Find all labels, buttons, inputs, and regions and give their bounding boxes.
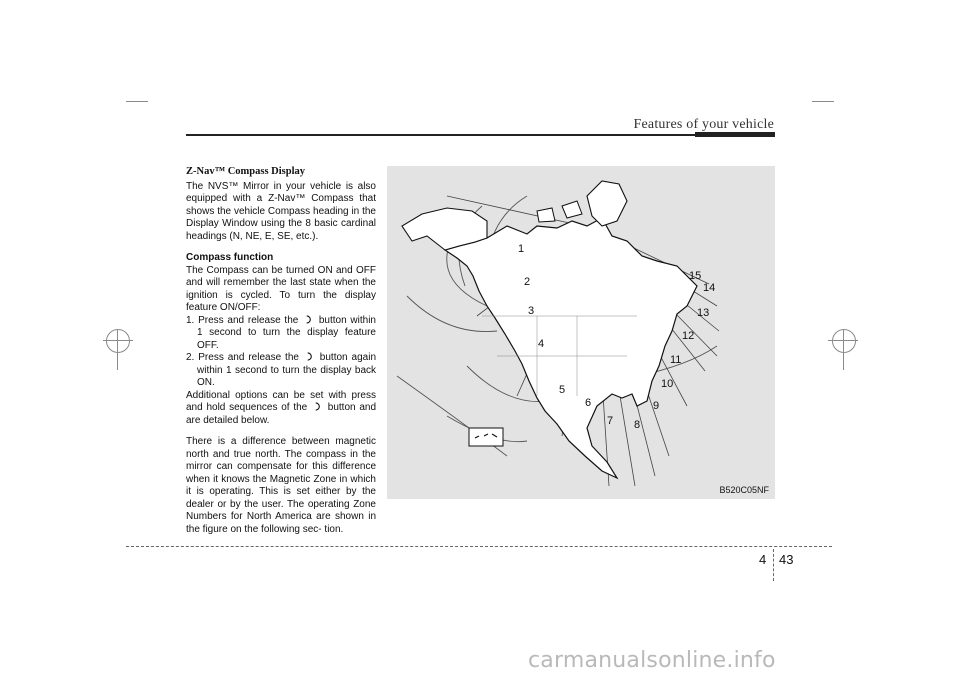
registration-mark (832, 329, 856, 353)
zone-label: 8 (634, 419, 641, 431)
compass-button-icon (305, 352, 314, 361)
options-post: button and are detailed below. (186, 402, 377, 426)
header-rule (186, 134, 775, 136)
zone-label: 12 (682, 330, 695, 342)
step-2-post: button again within 1 second to turn the display back ON. (197, 352, 376, 388)
intro-paragraph: The NVS™ Mirror in your vehicle is also equipped with a Z-Nav™ Compass that shows the vehicle Compass heading in the Display Window using the 8 basic cardinal headings (N, NE, E, SE, etc.). (186, 180, 376, 242)
zone-label: 4 (538, 338, 545, 350)
zone-label: 7 (607, 415, 614, 427)
header-rule-accent (695, 132, 775, 137)
step-1 (186, 315, 376, 353)
compass-button-icon (304, 315, 313, 324)
zone-label: 3 (528, 305, 535, 317)
step-1-post: button within 1 second to turn the display feature OFF. (197, 314, 376, 351)
zone-label: 13 (697, 307, 710, 319)
chapter-number: 4 (759, 552, 767, 567)
function-paragraph: The Compass can be turned ON and OFF and will remember the last state when the ignition is cycled. To turn the display feature ON/OFF: (186, 264, 376, 313)
section-title: Features of your vehicle (633, 117, 774, 132)
zone-label: 5 (559, 384, 566, 396)
step-2-pre: 2. Press and release the (186, 352, 303, 363)
registration-mark (106, 329, 130, 353)
north-america-map-icon (387, 166, 775, 499)
zone-label: 15 (689, 270, 702, 282)
compass-button-icon (313, 402, 322, 411)
options-pre: Additional options can be set with press and hold sequences of the (186, 389, 376, 413)
zone-label: 6 (585, 397, 592, 409)
zone-label: 11 (670, 354, 682, 366)
display-heading: Z-Nav™ Compass Display (186, 166, 306, 177)
text-column (186, 166, 376, 536)
footer-rule (126, 546, 832, 547)
zone-label: 10 (661, 378, 674, 390)
crop-mark (126, 101, 148, 102)
step-2 (186, 352, 376, 390)
magnetic-zone-map (387, 166, 775, 499)
watermark: carmanualsonline.info (528, 648, 776, 673)
step-1-pre: 1. Press and release the (186, 314, 303, 326)
zone-label: 1 (518, 243, 525, 255)
difference-paragraph: There is a difference between magnetic north and true north. The compass in the mirror can compensate for this difference when it knows the Magnetic Zone in which it is operating. This is set either by the dealer or by the user. The operating Zone Numbers for North America are shown in the figure on the following sec- tion. (186, 436, 376, 535)
figure-code: B520C05NF (719, 485, 769, 495)
zone-label: 9 (653, 400, 660, 412)
zone-label: 2 (524, 276, 531, 288)
options-paragraph (186, 390, 376, 428)
page-separator (773, 549, 774, 581)
page-number: 43 (779, 552, 794, 567)
function-subheading: Compass function (186, 252, 274, 263)
zone-label: 14 (703, 282, 716, 294)
crop-mark (812, 101, 834, 102)
